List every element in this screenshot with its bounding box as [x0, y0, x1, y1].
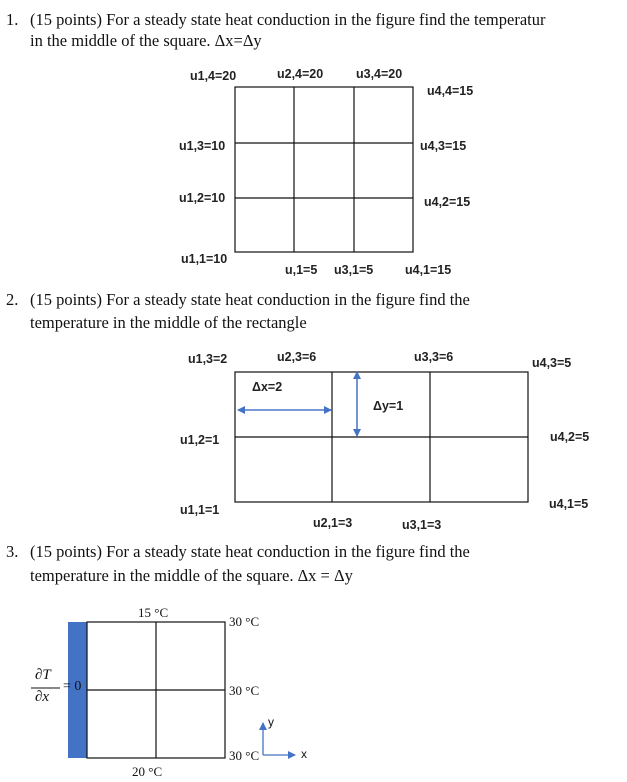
fig3-label-top: 15 °C — [138, 605, 169, 620]
fig1-label-u11: u1,1=10 — [181, 252, 228, 266]
problem-3-line2: temperature in the middle of the square. Δx = Δy — [30, 566, 353, 585]
fig3-label-bottom: 20 °C — [132, 764, 163, 779]
fig1-label-u31: u3,1=5 — [334, 263, 374, 277]
problem-3-line1: (15 points) For a steady state heat conduction in the figure find the — [30, 542, 470, 561]
fig1-label-u41: u4,1=15 — [405, 263, 452, 277]
figure-1-grid — [235, 87, 413, 252]
fig2-label-u42: u4,2=5 — [550, 430, 590, 444]
fig1-label-u12: u1,2=10 — [179, 191, 226, 205]
fig1-label-u14: u1,4=20 — [190, 69, 237, 83]
problem-1-line1: (15 points) For a steady state heat conduction in the figure find the temperatur — [30, 10, 546, 29]
fig2-label-dx: Δx=2 — [252, 380, 283, 394]
fig3-label-right-mid: 30 °C — [229, 683, 260, 698]
fig2-label-dy: Δy=1 — [373, 399, 404, 413]
fig1-label-u42: u4,2=15 — [424, 195, 471, 209]
fig3-label-right-top: 30 °C — [229, 614, 260, 629]
fig2-label-u13: u1,3=2 — [188, 352, 228, 366]
figure-1-border — [235, 87, 413, 252]
fig2-label-u21: u2,1=3 — [313, 516, 353, 530]
fig2-label-u33: u3,3=6 — [414, 350, 454, 364]
fig2-label-u11: u1,1=1 — [180, 503, 220, 517]
problem-2-line2: temperature in the middle of the rectangle — [30, 313, 307, 332]
problem-3-number: 3. — [6, 542, 19, 561]
fig1-label-u43: u4,3=15 — [420, 139, 467, 153]
axis-y-label: y — [268, 715, 274, 729]
fig1-label-u13: u1,3=10 — [179, 139, 226, 153]
bc-rhs: = 0 — [63, 679, 82, 694]
fig2-label-u31: u3,1=3 — [402, 518, 442, 532]
bc-numerator: ∂T — [35, 667, 51, 683]
fig1-label-u34: u3,4=20 — [356, 67, 403, 81]
fig2-label-u43: u4,3=5 — [532, 356, 572, 370]
problem-1-line2: in the middle of the square. Δx=Δy — [30, 31, 262, 50]
problem-2-number: 2. — [6, 290, 19, 309]
fig2-label-u23: u2,3=6 — [277, 350, 317, 364]
fig2-label-u12: u1,2=1 — [180, 433, 220, 447]
fig1-label-u21: u,1=5 — [285, 263, 318, 277]
fig2-label-u41: u4,1=5 — [549, 497, 589, 511]
fig1-label-u44: u4,4=15 — [427, 84, 474, 98]
fig1-label-u24: u2,4=20 — [277, 67, 324, 81]
problem-1-number: 1. — [6, 10, 19, 29]
figure-3-grid — [87, 622, 225, 758]
bc-denominator: ∂x — [35, 689, 50, 705]
fig3-label-right-bottom: 30 °C — [229, 748, 260, 763]
axis-x-label: x — [301, 747, 307, 761]
problem-2-line1: (15 points) For a steady state heat conduction in the figure find the — [30, 290, 470, 309]
